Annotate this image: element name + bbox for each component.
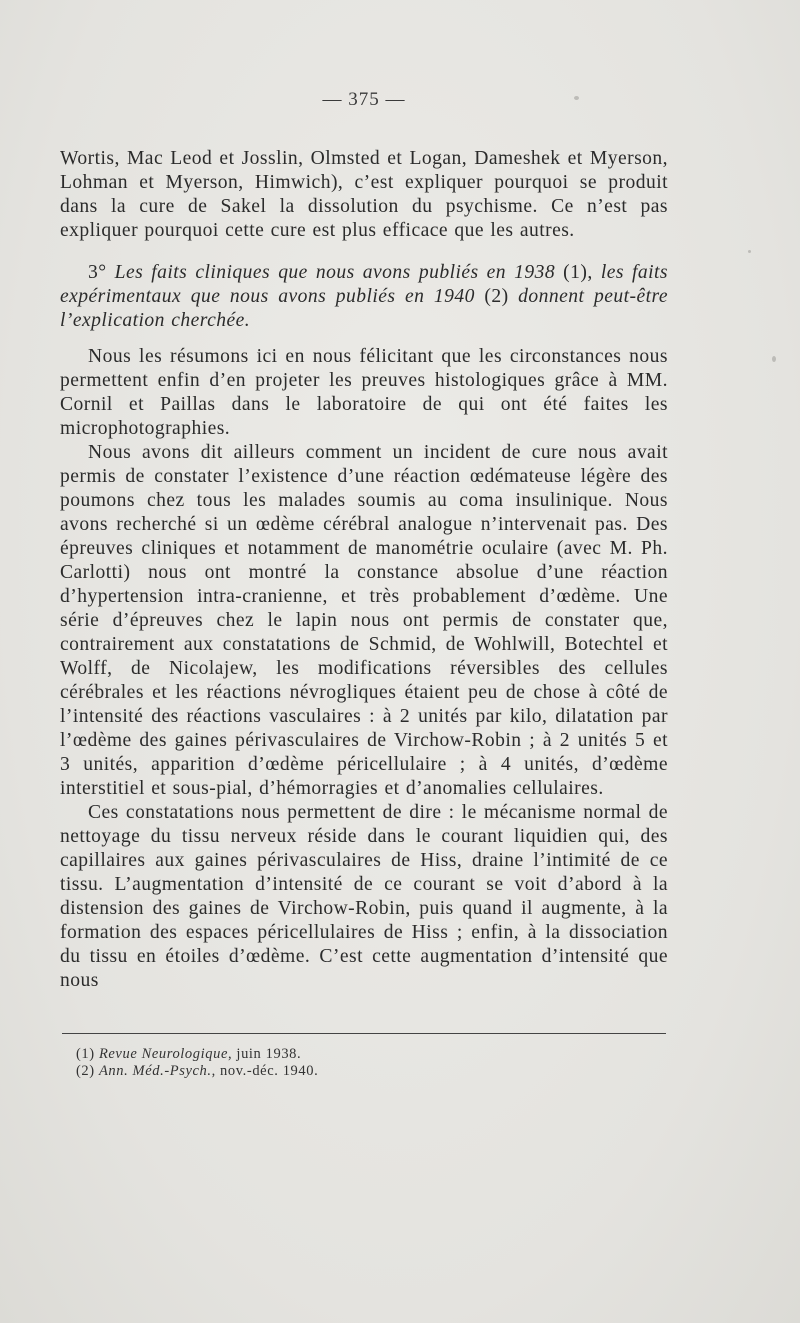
paragraph-3: Nous les résumons ici en nous félicitant que les circonstances nous permettent enfin d’en projeter les preuves histologiques grâce à MM. Cornil et Paillas dans le laboratoire de qui ont été faites les microphotographies. (60, 346, 668, 439)
footnote-divider (62, 1033, 666, 1034)
footnote-details: , nov.-déc. 1940. (211, 1063, 319, 1079)
scan-speck (574, 96, 579, 100)
page-number: — 375 — (322, 89, 406, 110)
footnotes (60, 1046, 668, 1080)
footnote-marker: (1) (76, 1046, 99, 1062)
footnote-title: Revue Neurologique (98, 1046, 228, 1062)
footnote-marker: (2) (76, 1063, 99, 1079)
italic-phrase-b: les faits expérimentaux que nous avons publiés en 1940 (60, 262, 669, 307)
page-content (60, 88, 668, 1080)
paragraph-5: Ces constatations nous permettent de dire : le mécanisme normal de nettoyage du tissu nerveux réside dans le courant liquidien qui, des capillaires aux gaines périvasculaires de Hiss, draine l’intimité de ce tissu. L’augmentation d’intensité de ce courant se voit d’abord à la distension des gaines de Virchow-Robin, puis quand il augmente, à la formation des espaces péricellulaires de Hiss ; enfin, à la dissociation du tissu en étoiles d’œdème. C’est cette augmentation d’intensité que nous (60, 802, 668, 991)
italic-phrase-c: donnent peut-être l’explication cherchée. (60, 286, 668, 331)
footnote-ref-2: (2) (474, 286, 519, 307)
paragraph-gap (60, 333, 668, 345)
paragraph-4: Nous avons dit ailleurs comment un incident de cure nous avait permis de constater l’existence d’une réaction œdémateuse légère des poumons chez tous les malades soumis au coma insulinique. Nous avons recherché si un œdème cérébral analogue n’intervenait pas. Des épreuves cliniques et notamment de manométrie oculaire (avec M. Ph. Carlotti) nous ont montré la constance absolue d’une réaction d’hypertension intra-cranienne, et très probablement d’œdème. Une série d’épreuves chez le lapin nous ont permis de constater que, contrairement aux constatations de Schmid, de Wohlwill, Botechtel et Wolff, de Nicolajew, les modifications réversibles des cellules cérébrales et les réactions névrogliques étaient peu de chose à côté de l’intensité des réactions vasculaires : à 2 unités par kilo, dilatation par l’œdème des gaines périvasculaires de Virchow-Robin ; à 2 unités 5 et 3 unités, apparition d’œdème péricellulaire ; à 4 unités, d’œdème interstitiel et sous-pial, d’hémorragies et d’anomalies cellulaires. (60, 442, 668, 799)
footnote-details: , juin 1938. (227, 1046, 302, 1062)
paragraph-1: Wortis, Mac Leod et Josslin, Olmsted et Logan, Dameshek et Myerson, Lohman et Myerson, Himwich), c’est expliquer pourquoi se produit dans la cure de Sakel la dissolution du psychisme. Ce n’est pas expliquer pourquoi cette cure est plus efficace que les autres. (60, 148, 668, 241)
footnote-ref-1: (1), (555, 262, 601, 283)
italic-phrase-a: Les faits cliniques que nous avons publiés en 1938 (114, 262, 556, 283)
footnote-1 (76, 1046, 668, 1063)
footnote-2 (76, 1063, 668, 1080)
scan-speck (748, 250, 751, 253)
footnote-title: Ann. Méd.-Psych. (98, 1063, 212, 1079)
section-number: 3° (88, 262, 115, 283)
paragraph-2-heading (60, 261, 668, 333)
scan-speck (772, 356, 776, 362)
paragraph-gap (60, 243, 668, 261)
